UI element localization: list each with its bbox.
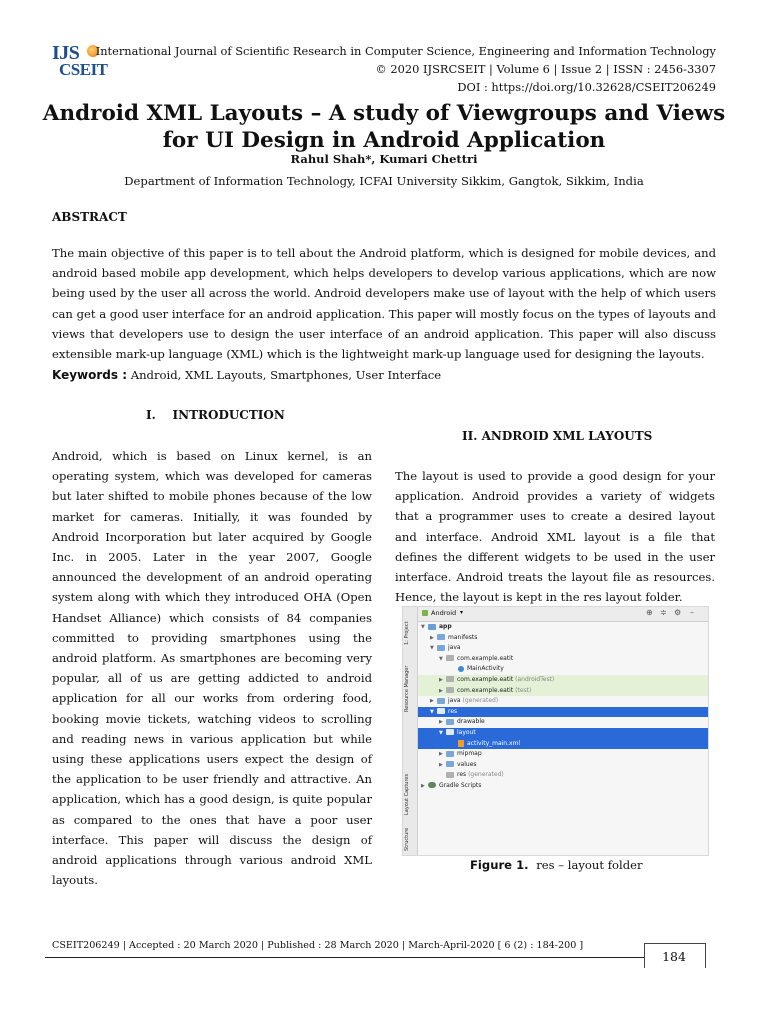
class-icon	[458, 666, 464, 672]
tree-item-label: Gradle Scripts	[439, 781, 482, 789]
expanded-arrow-icon: ▼	[430, 645, 434, 652]
tree-item-suffix: (generated)	[468, 771, 504, 779]
tree-item-app[interactable]	[418, 622, 708, 633]
android-icon	[422, 610, 428, 616]
tree-item-java-generated[interactable]	[418, 696, 708, 707]
folder-icon	[437, 645, 445, 651]
project-tree	[418, 622, 708, 792]
xml-file-icon	[458, 740, 464, 747]
tree-item-suffix: (test)	[515, 686, 532, 694]
tree-item-label: res	[457, 771, 467, 779]
collapse-icon[interactable]: ≑	[660, 608, 667, 617]
authors: Rahul Shah*, Kumari Chettri	[290, 152, 478, 166]
footer-citation: CSEIT206249 | Accepted : 20 March 2020 | Published : 28 March 2020 | March-April-2020 [ 6 (2) : 184-200 ]	[52, 940, 584, 951]
doi-link[interactable]: DOI : https://doi.org/10.32628/CSEIT206249	[457, 80, 716, 94]
abstract-text: The main objective of this paper is to tell about the Android platform, which is designed for mobile devices, and android based mobile app development, which helps developers to develop various applications, which are now being used by the user all across the world. Android developers make use of layout with the help of which users can get a good user interface for an android application. This paper will mostly focus on the types of layouts and views that developers use to design the user interface of an android application. This paper will also discuss extensible mark-up language (XML) which is the lightweight mark-up language used for designing the layouts.	[52, 246, 716, 362]
sidebar-tab-structure[interactable]: Structure	[404, 827, 410, 851]
expanded-arrow-icon: ▼	[430, 708, 434, 715]
folder-icon	[437, 634, 445, 640]
section2-text: The layout is used to provide a good design for your application. Android provides a variety of widgets that a programmer uses to create a desired layout and interface. Android XML layout is a file that defines the different widgets to be used in the user interface. Android treats the layout file as resources. Hence, the layout is kept in the res layout folder.	[395, 469, 715, 605]
ide-toolbar	[418, 607, 708, 622]
tree-item-mainactivity[interactable]	[418, 664, 708, 675]
sidebar-tab-resource-manager[interactable]: Resource Manager	[404, 665, 410, 713]
tree-item-suffix: (androidTest)	[515, 675, 555, 683]
journal-name: International Journal of Scientific Research in Computer Science, Engineering and Information Technology	[95, 44, 716, 58]
folder-icon	[446, 761, 454, 767]
tree-item-suffix: (generated)	[462, 697, 499, 705]
paper-title: Android XML Layouts – A study of Viewgroups and Views for UI Design in Android Application	[42, 101, 726, 153]
keywords-label: Keywords :	[52, 368, 128, 382]
tree-item-label: manifests	[448, 633, 478, 641]
tree-item-label: activity_main.xml	[467, 739, 521, 747]
tree-item-res-generated[interactable]	[418, 770, 708, 781]
tree-item-label: res	[448, 707, 458, 715]
expanded-arrow-icon: ▼	[421, 624, 425, 630]
tree-item-java[interactable]	[418, 643, 708, 654]
tree-item-label: drawable	[457, 718, 485, 726]
tree-item-package[interactable]	[418, 654, 708, 665]
package-icon	[446, 676, 454, 682]
logo-top-text: IJS	[52, 42, 80, 64]
view-selector[interactable]: Android	[431, 609, 457, 617]
logo-bottom-text: CSEIT	[59, 60, 108, 79]
tree-item-label: com.example.eatit	[457, 654, 514, 662]
gradle-icon	[428, 782, 436, 788]
collapsed-arrow-icon: ▶	[439, 676, 443, 683]
folder-icon	[437, 708, 445, 714]
sidebar-tab-project[interactable]: 1: Project	[404, 621, 410, 645]
keywords	[52, 368, 441, 382]
collapsed-arrow-icon: ▶	[430, 698, 434, 705]
intro-heading: I. INTRODUCTION	[146, 408, 285, 422]
tree-item-label: app	[439, 623, 452, 630]
tree-item-label: java	[448, 644, 461, 652]
figure-caption-text: res – layout folder	[536, 858, 643, 872]
intro-text: Android, which is based on Linux kernel, is an operating system, which was developed for cameras but later shifted to mobile phones because of the low market for cameras. Initially, it was founded by Android Incorporation but later acquired by Google Inc. in 2005. Later in the year 2007, Google announced the development of an android operating system along with which they introduced OHA (Open Handset Alliance) which consists of 84 companies committed to providing smartphones using the android platform. As smartphones are becoming very popular, all of us are getting addicted to android application for all our works from ordering food, booking movie tickets, watching videos to scrolling and reading news in various application but while using these applications users expect the design of the application to be user friendly and attractive. An application, which has a good design, is quite popular as compared to the ones that have a poor user interface. This paper will discuss the design of android applications through various android XML layouts.	[52, 449, 372, 888]
tree-item-res[interactable]	[418, 707, 708, 718]
tree-item-label: mipmap	[457, 750, 482, 758]
affiliation: Department of Information Technology, ICFAI University Sikkim, Gangtok, Sikkim, India	[124, 174, 644, 188]
section2-heading: II. ANDROID XML LAYOUTS	[462, 429, 653, 443]
tree-item-label: values	[457, 760, 477, 768]
tree-item-values[interactable]	[418, 760, 708, 771]
folder-icon	[446, 772, 454, 778]
volume-info: © 2020 IJSRCSEIT | Volume 6 | Issue 2 | ISSN : 2456-3307	[375, 62, 716, 76]
tree-item-gradle[interactable]	[418, 781, 708, 792]
chevron-down-icon[interactable]: ▾	[460, 609, 464, 616]
tree-item-label: layout	[457, 728, 476, 736]
tree-item-layout[interactable]	[418, 728, 708, 739]
package-icon	[446, 687, 454, 693]
folder-icon	[446, 751, 454, 757]
collapsed-arrow-icon: ▶	[439, 751, 443, 758]
folder-icon	[446, 719, 454, 725]
collapsed-arrow-icon: ▶	[439, 719, 443, 726]
footer-divider	[45, 957, 644, 958]
collapsed-arrow-icon: ▶	[430, 634, 434, 641]
keywords-list: Android, XML Layouts, Smartphones, User Interface	[130, 368, 442, 382]
collapsed-arrow-icon: ▶	[439, 687, 443, 694]
figure-caption	[470, 858, 643, 872]
gear-icon[interactable]: ⚙	[674, 608, 682, 617]
expanded-arrow-icon: ▼	[439, 729, 443, 736]
tree-item-package-androidtest[interactable]	[418, 675, 708, 686]
tree-item-drawable[interactable]	[418, 717, 708, 728]
figure-screenshot	[402, 606, 709, 856]
target-icon[interactable]: ⊕	[646, 608, 653, 617]
abstract-heading: ABSTRACT	[52, 210, 127, 224]
folder-icon	[437, 698, 445, 704]
figure-label: Figure 1.	[470, 858, 529, 872]
collapsed-arrow-icon: ▶	[421, 782, 425, 789]
tree-item-label: java	[448, 697, 461, 705]
tree-item-manifests[interactable]	[418, 633, 708, 644]
tree-item-mipmap[interactable]	[418, 749, 708, 760]
expanded-arrow-icon: ▼	[439, 655, 443, 662]
tree-item-label: com.example.eatit	[457, 675, 514, 683]
tree-item-label: MainActivity	[467, 665, 504, 673]
tree-item-activity-main[interactable]	[418, 739, 708, 750]
folder-icon	[446, 729, 454, 735]
ide-sidebar	[403, 607, 418, 855]
tree-item-package-test[interactable]	[418, 686, 708, 697]
sidebar-tab-layout-captures[interactable]: Layout Captures	[404, 773, 410, 816]
folder-icon	[428, 624, 436, 630]
tree-item-label: com.example.eatit	[457, 686, 514, 694]
minimize-icon[interactable]: –	[690, 608, 694, 617]
collapsed-arrow-icon: ▶	[439, 761, 443, 768]
package-icon	[446, 655, 454, 661]
page-number: 184	[662, 949, 686, 964]
